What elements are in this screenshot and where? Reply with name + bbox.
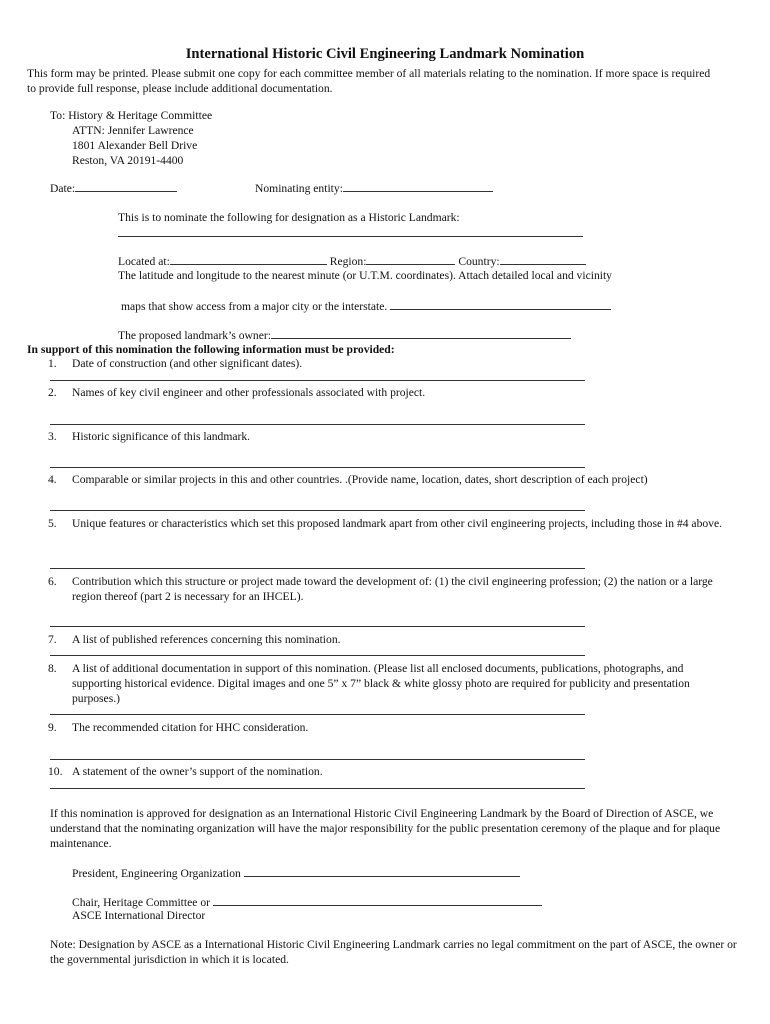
answer-line[interactable]	[50, 788, 585, 789]
approval-text: If this nomination is approved for designation as an International Historic Civil Engineering Landmark by the Board of Direction of ASCE, we understand that the nominating organization will have the major responsibility for the public presentation ceremony of the plaque and for plaque maintenance.	[50, 807, 721, 850]
region-label: Region:	[329, 255, 367, 268]
answer-line[interactable]	[50, 714, 585, 715]
address-attn: ATTN: Jennifer Lawrence	[72, 124, 194, 137]
owner-label: The proposed landmark’s owner:	[118, 329, 271, 342]
answer-line[interactable]	[50, 510, 585, 511]
item-text: A list of additional documentation in support of this nomination. (Please list all enclosed documents, publications, photographs, and supporting historical evidence. Digital images and one 5” x 7” black & white glossy photo are required for publicity and presentation purposes.)	[72, 662, 690, 705]
item-text: Historic significance of this landmark.	[72, 430, 251, 443]
president-signature-row[interactable]	[72, 865, 520, 881]
item-number: 6.	[48, 575, 57, 588]
date-blank[interactable]	[75, 180, 177, 192]
support-heading: In support of this nomination the following information must be provided:	[27, 343, 395, 356]
date-label: Date:	[50, 182, 76, 195]
item-number: 8.	[48, 662, 57, 675]
located-at-blank[interactable]	[170, 253, 327, 265]
item-text: A list of published references concerning this nomination.	[72, 633, 341, 646]
country-label: Country:	[458, 255, 500, 268]
date-field[interactable]	[50, 180, 177, 196]
nominating-entity-label: Nominating entity:	[255, 182, 343, 195]
address-to: To: History & Heritage Committee	[50, 109, 213, 122]
item-text: Names of key civil engineer and other professionals associated with project.	[72, 386, 426, 399]
form-title: International Historic Civil Engineering Landmark Nomination	[185, 46, 585, 62]
region-blank[interactable]	[366, 253, 455, 265]
latlong-text: The latitude and longitude to the nearest minute (or U.T.M. coordinates). Attach detailed local and vicinity	[118, 269, 612, 282]
address-city: Reston, VA 20191-4400	[72, 154, 184, 167]
item-number: 10.	[48, 765, 63, 778]
address-street: 1801 Alexander Bell Drive	[72, 139, 198, 152]
item-text: Unique features or characteristics which set this proposed landmark apart from other civil engineering projects, including those in #4 above.	[72, 517, 723, 530]
item-number: 2.	[48, 386, 57, 399]
answer-line[interactable]	[50, 626, 585, 627]
president-signature-line[interactable]	[244, 865, 520, 877]
maps-label: maps that show access from a major city or the interstate.	[121, 300, 388, 313]
landmark-name-line[interactable]	[118, 236, 583, 237]
answer-line[interactable]	[50, 424, 585, 425]
answer-line[interactable]	[50, 568, 585, 569]
item-text: Comparable or similar projects in this and other countries. .(Provide name, location, dates, short description of each project)	[72, 473, 648, 486]
chair-signature-line[interactable]	[213, 894, 542, 906]
item-number: 9.	[48, 721, 57, 734]
legal-note: Note: Designation by ASCE as a International Historic Civil Engineering Landmark carries no legal commitment on the part of ASCE, the owner or the governmental jurisdiction in which it is located.	[50, 938, 737, 966]
answer-line[interactable]	[50, 655, 585, 656]
nominating-entity-field[interactable]	[255, 180, 493, 196]
item-number: 7.	[48, 633, 57, 646]
location-row[interactable]	[118, 253, 586, 269]
maps-blank[interactable]	[390, 298, 611, 310]
country-blank[interactable]	[500, 253, 586, 265]
item-number: 5.	[48, 517, 57, 530]
nominate-text: This is to nominate the following for designation as a Historic Landmark:	[118, 211, 460, 224]
item-number: 4.	[48, 473, 57, 486]
answer-line[interactable]	[50, 467, 585, 468]
item-text: The recommended citation for HHC consideration.	[72, 721, 309, 734]
answer-line[interactable]	[50, 759, 585, 760]
item-number: 1.	[48, 357, 57, 370]
item-text: Date of construction (and other significant dates).	[72, 357, 303, 370]
maps-row[interactable]	[121, 298, 611, 314]
item-text: A statement of the owner’s support of the nomination.	[72, 765, 323, 778]
president-label: President, Engineering Organization	[72, 867, 241, 880]
item-number: 3.	[48, 430, 57, 443]
owner-row[interactable]	[118, 327, 571, 343]
director-label: ASCE International Director	[72, 909, 206, 922]
answer-line[interactable]	[50, 380, 585, 381]
item-text: Contribution which this structure or project made toward the development of: (1) the civil engineering profession; (2) the nation or a large region thereof (part 2 is necessary for an IHCEL).	[72, 575, 713, 603]
owner-blank[interactable]	[271, 327, 571, 339]
intro-text: This form may be printed. Please submit one copy for each committee member of all materials relating to the nomination. If more space is required to provide full response, please include additional documentation.	[27, 67, 711, 95]
nominating-entity-blank[interactable]	[343, 180, 493, 192]
located-at-label: Located at:	[118, 255, 170, 268]
chair-label: Chair, Heritage Committee or	[72, 896, 210, 909]
